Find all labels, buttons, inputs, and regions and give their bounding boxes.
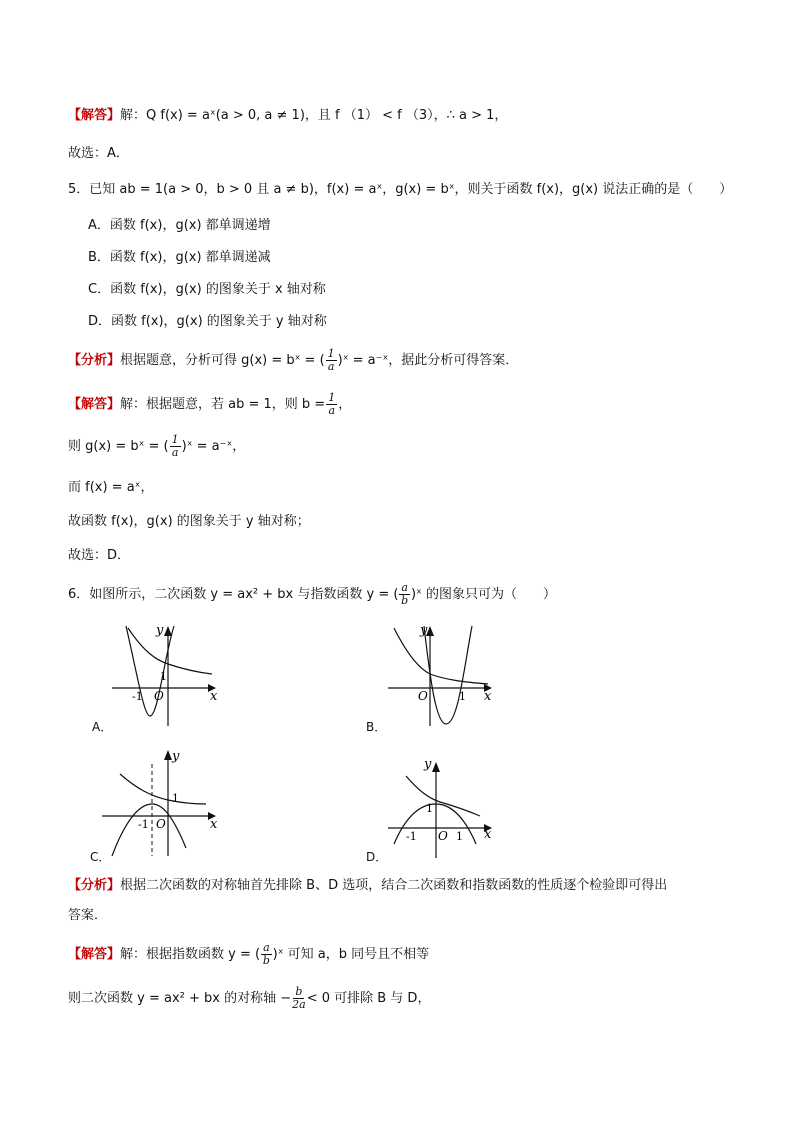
fraction-numerator: 1 xyxy=(171,433,179,446)
x-axis-label: x xyxy=(484,689,492,704)
q5-answer xyxy=(68,392,351,417)
q5-analysis-text-b: )ˣ = a⁻ˣ，据此分析可得答案． xyxy=(337,353,519,368)
graph-label-d: D． xyxy=(366,850,388,864)
x-axis-label: x xyxy=(210,817,218,832)
q5-option-c: C．函数 f(x)，g(x) 的图象关于 x 轴对称 xyxy=(88,282,326,297)
analysis-tag: 【分析】 xyxy=(68,353,121,368)
y-axis-label: y xyxy=(172,749,180,764)
tick-one: 1 xyxy=(426,802,433,815)
fraction xyxy=(261,942,272,967)
q5-option-a: A．函数 f(x)，g(x) 都单调递增 xyxy=(88,218,271,233)
y-axis-arrow xyxy=(432,762,440,772)
q5-option-b: B．函数 f(x)，g(x) 都单调递减 xyxy=(88,250,271,265)
q5-option-d: D．函数 f(x)，g(x) 的图象关于 y 轴对称 xyxy=(88,314,327,329)
exponential-curve xyxy=(120,774,206,804)
fraction-denominator: b xyxy=(262,954,270,967)
fraction xyxy=(399,582,410,607)
y-axis-label: y xyxy=(424,757,432,772)
fraction-numerator: a xyxy=(401,581,408,594)
q5-line-g xyxy=(68,434,245,459)
graph-label-c: C． xyxy=(90,850,111,864)
fraction xyxy=(326,348,337,373)
answer-tag: 【解答】 xyxy=(68,108,121,123)
q6-stem-a: 6．如图所示，二次函数 y = ax² + bx 与指数函数 y = ( xyxy=(68,587,399,602)
y-axis-label: y xyxy=(156,623,164,638)
fraction-denominator: a xyxy=(171,446,179,459)
fraction-denominator: 2a xyxy=(292,998,306,1011)
tick-one-right: 1 xyxy=(456,830,463,843)
origin-label: O xyxy=(418,689,428,703)
fraction-denominator: b xyxy=(401,594,409,607)
answer-tag: 【解答】 xyxy=(68,397,121,412)
q6-analysis-line2: 答案． xyxy=(68,908,108,923)
fraction xyxy=(170,434,181,459)
graph-label-a: A． xyxy=(92,720,113,734)
q5-line-g-a: 则 g(x) = bˣ = ( xyxy=(68,439,169,454)
q6-answer-b: )ˣ 可知 a，b 同号且不相等 xyxy=(272,947,430,962)
graph-b xyxy=(384,618,504,728)
exponential-curve xyxy=(394,628,488,684)
prev-answer-text: 解：Q f(x) = aˣ(a > 0, a ≠ 1)，且 f （1） < f （3），∴ a > 1， xyxy=(120,108,508,123)
origin-label: O xyxy=(154,689,164,703)
tick-neg-one: -1 xyxy=(406,830,417,843)
q5-line-g-b: )ˣ = a⁻ˣ， xyxy=(181,439,246,454)
origin-label: O xyxy=(438,829,448,843)
q6-answer xyxy=(68,942,429,967)
q6-stem-b: )ˣ 的图象只可为（ ） xyxy=(410,587,556,602)
parabola-curve xyxy=(112,804,186,856)
graph-label-b: B． xyxy=(366,720,387,734)
fraction xyxy=(292,986,306,1011)
y-axis-arrow xyxy=(164,626,172,636)
fraction-numerator: 1 xyxy=(327,347,335,360)
q6-last-line xyxy=(68,986,430,1011)
analysis-tag: 【分析】 xyxy=(68,878,121,893)
tick-neg-one: -1 xyxy=(132,690,143,703)
q6-last-a: 则二次函数 y = ax² + bx 的对称轴 − xyxy=(68,991,292,1006)
fraction-numerator: 1 xyxy=(328,391,336,404)
q5-answer-text-a: 解：根据题意，若 ab = 1，则 b = xyxy=(120,397,326,412)
prev-choice: 故选：A． xyxy=(68,146,129,161)
graph-c xyxy=(98,744,228,858)
fraction xyxy=(326,392,337,417)
x-axis-label: x xyxy=(210,689,218,704)
answer-tag: 【解答】 xyxy=(68,947,121,962)
q5-stem: 5．已知 ab = 1(a > 0，b > 0 且 a ≠ b)，f(x) = aˣ，g(x) = bˣ，则关于函数 f(x)，g(x) 说法正确的是（ ） xyxy=(68,182,733,197)
tick-one: 1 xyxy=(160,670,167,683)
q5-answer-text-b: ， xyxy=(338,397,352,412)
y-axis-label: y xyxy=(420,623,428,638)
q6-last-b: < 0 可排除 B 与 D， xyxy=(306,991,431,1006)
q6-answer-a: 解：根据指数函数 y = ( xyxy=(120,947,261,962)
fraction-numerator: a xyxy=(263,941,270,954)
tick-one: 1 xyxy=(172,792,179,805)
q5-line-f: 而 f(x) = aˣ， xyxy=(68,480,154,495)
q5-analysis-text-a: 根据题意，分析可得 g(x) = bˣ = ( xyxy=(120,353,325,368)
q6-analysis-line1: 根据二次函数的对称轴首先排除 B、D 选项，结合二次函数和指数函数的性质逐个检验即可得出 xyxy=(120,878,668,893)
q5-choice: 故选：D． xyxy=(68,548,131,563)
q6-analysis xyxy=(68,876,667,896)
fraction-denominator: a xyxy=(328,404,335,417)
prev-answer-line xyxy=(68,106,507,126)
y-axis-arrow xyxy=(164,750,172,760)
q5-analysis xyxy=(68,348,518,373)
x-axis-label: x xyxy=(484,827,492,842)
fraction-denominator: a xyxy=(327,360,335,373)
q6-stem xyxy=(68,582,556,607)
graph-a xyxy=(108,618,228,728)
q5-conclusion: 故函数 f(x)，g(x) 的图象关于 y 轴对称； xyxy=(68,514,310,529)
tick-neg-one: -1 xyxy=(138,818,149,831)
graph-d xyxy=(384,752,504,860)
fraction-numerator: b xyxy=(295,985,303,998)
tick-one: 1 xyxy=(459,690,466,703)
origin-label: O xyxy=(156,817,166,831)
